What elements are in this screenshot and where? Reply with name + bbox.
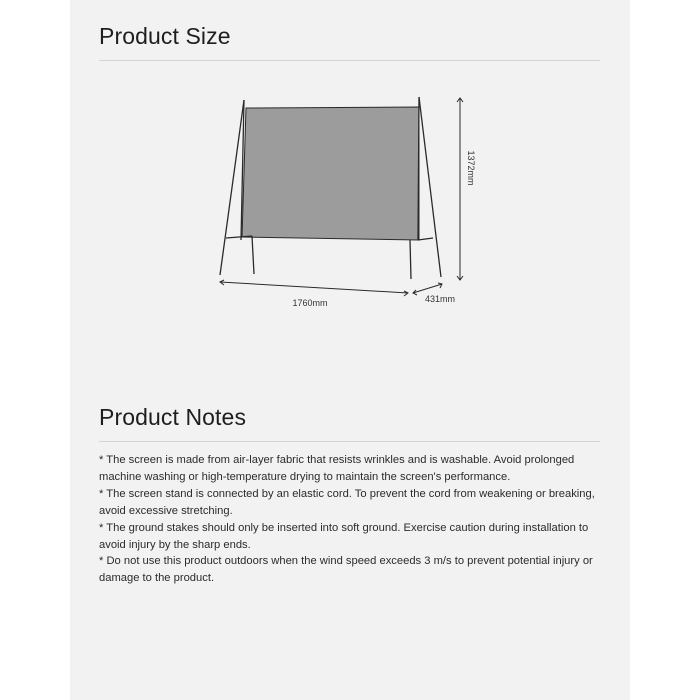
product-notes-list [99,452,604,587]
height-label: 1372mm [466,150,476,186]
note-item: * The ground stakes should only be inserted into soft ground. Exercise caution during installation to avoid injury by the sharp ends. [99,521,589,551]
width-dimension-line [220,280,408,296]
note-item: * The screen stand is connected by an elastic cord. To prevent the cord from weakening or breaking, avoid excessive stretching. [99,487,595,517]
screen-fabric [242,107,419,240]
product-size-title: Product Size [99,23,231,49]
product-notes-title: Product Notes [99,404,247,430]
depth-label: 431mm [424,294,456,304]
note-item: * Do not use this product outdoors when the wind speed exceeds 3 m/s to prevent potential injury or damage to the product. [99,555,593,585]
product-size-diagram [70,0,630,330]
note-item: * The screen is made from air-layer fabric that resists wrinkles and is washable. Avoid prolonged machine washing or high-temperature drying to maintain the screen's performance. [99,454,575,483]
height-dimension-line [457,98,463,280]
content-panel [70,0,630,700]
divider [99,441,600,442]
width-label: 1760mm [292,298,328,308]
